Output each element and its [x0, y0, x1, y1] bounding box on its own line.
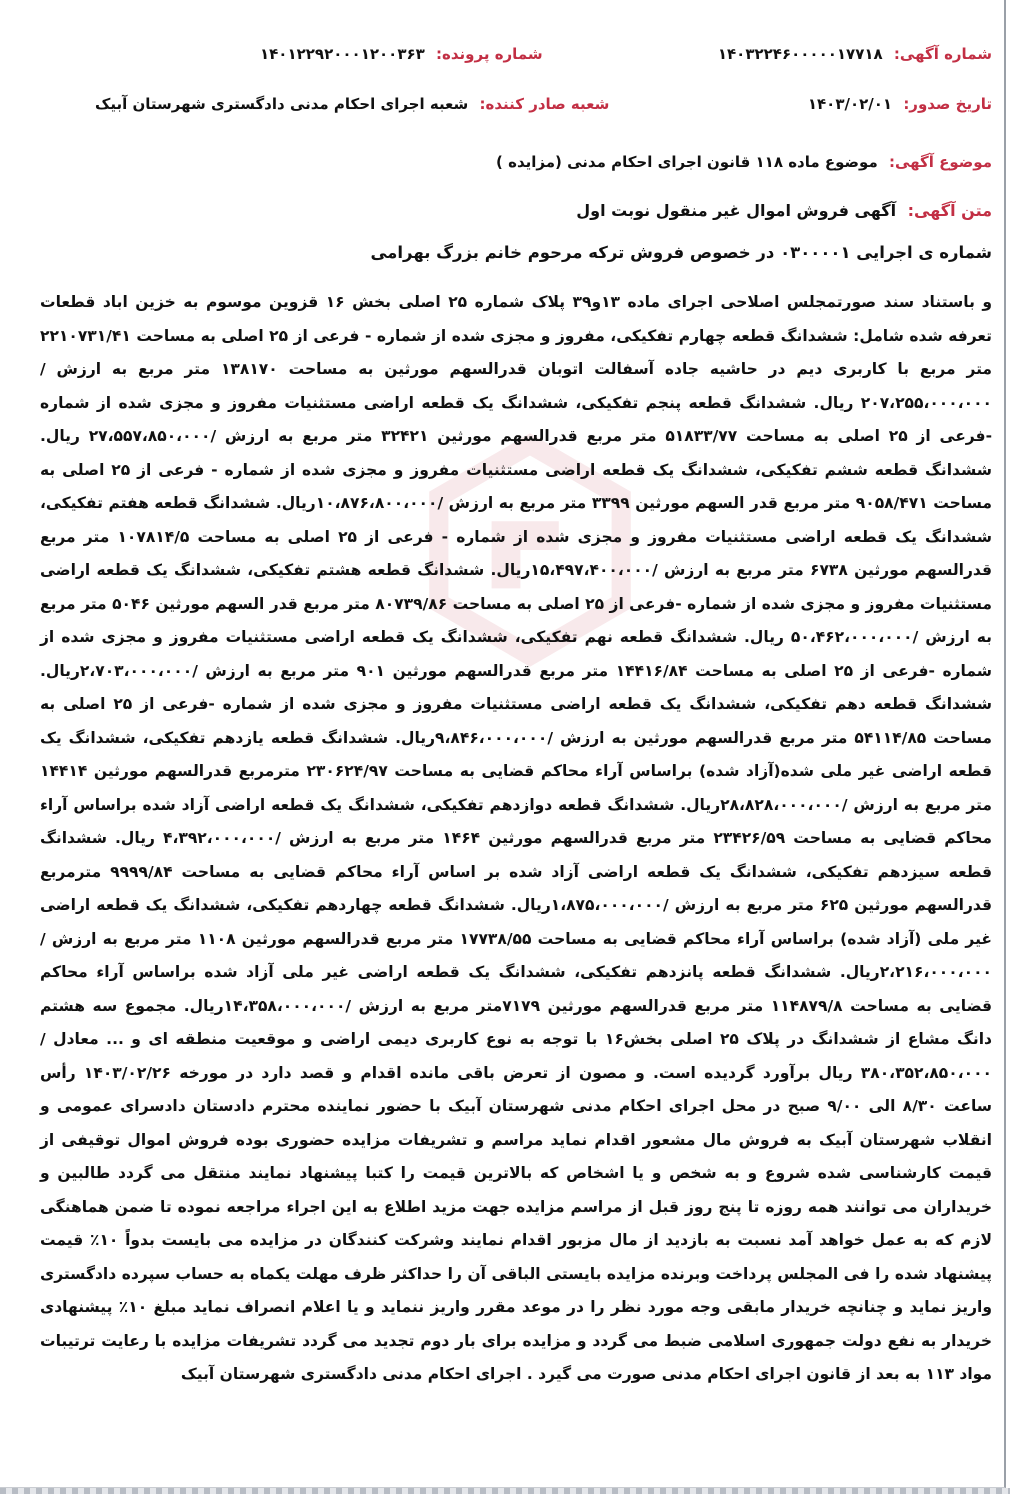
case-number-row: [260, 44, 543, 64]
ad-number-row: [718, 44, 992, 64]
issuing-branch-label: شعبه صادر کننده:: [479, 95, 610, 113]
issue-date-value: ۱۴۰۳/۰۲/۰۱: [807, 95, 893, 113]
ad-text-row: [576, 201, 992, 221]
subject-row: [496, 152, 992, 172]
bottom-border: [0, 1488, 1010, 1494]
notice-body: و باستناد سند صورتمجلس اصلاحی اجرای ماده ۱۳و۳۹ پلاک شماره ۲۵ اصلی بخش ۱۶ قزوین موسوم به خزین اباد قطعات تعرفه شده شامل: ششدانگ قطعه چهارم تفکیکی، مفروز و مجزی شده از شماره - فرعی از ۲۵ اصلی به مساحت ۲۲۱۰۷۳۱/۴۱ متر مربع با کاربری دیم در حاشیه جاده آسفالت اتوبان قدرالسهم مورثین به مساحت ۱۳۸۱۷۰ متر مربع به ارزش /۲۰۷،۲۵۵،۰۰۰،۰۰۰ ریال. ششدانگ قطعه پنجم تفکیکی، ششدانگ یک قطعه اراضی مستثنیات مفروز و مجزی شده از شماره -فرعی از ۲۵ اصلی به مساحت ۵۱۸۳۳/۷۷ متر مربع قدرالسهم مورثین ۳۲۴۲۱ متر مربع به ارزش /۲۷،۵۵۷،۸۵۰،۰۰۰ ریال. ششدانگ قطعه ششم تفکیکی، ششدانگ یک قطعه اراضی مستثنیات مفروز و مجزی شده از شماره - فرعی از ۲۵ اصلی به مساحت ۹۰۵۸/۴۷۱ متر مربع قدر السهم مورثین ۳۳۹۹ متر مربع به ارزش /۱۰،۸۷۶،۸۰۰،۰۰۰ریال. ششدانگ قطعه هفتم تفکیکی، ششدانگ یک قطعه اراضی مستثنیات مفروز و مجزی شده از شماره - فرعی از ۲۵ اصلی به مساحت ۱۰۷۸۱۴/۵ متر مربع قدرالسهم مورثین ۶۷۳۸ متر مربع به ارزش /۱۵،۴۹۷،۴۰۰،۰۰۰ریال. ششدانگ قطعه هشتم تفکیکی، ششدانگ یک قطعه اراضی مستثنیات مفروز و مجزی شده از شماره -فرعی از ۲۵ اصلی به مساحت ۸۰۷۳۹/۸۶ متر مربع قدر السهم مورثین ۵۰۴۶ متر مربع به ارزش /۵۰،۴۶۲،۰۰۰،۰۰۰ ریال. ششدانگ قطعه نهم تفکیکی، ششدانگ یک قطعه اراضی مستثنیات مفروز و مجزی شده از شماره -فرعی از ۲۵ اصلی به مساحت ۱۴۴۱۶/۸۴ متر مربع قدرالسهم مورثین ۹۰۱ متر مربع به ارزش /۲،۷۰۳،۰۰۰،۰۰۰ریال. ششدانگ قطعه دهم تفکیکی، ششدانگ یک قطعه اراضی مستثنیات مفروز و مجزی شده از شماره -فرعی از ۲۵ اصلی به مساحت ۵۴۱۱۴/۸۵ متر مربع قدرالسهم مورثین به ارزش /۹،۸۴۶،۰۰۰،۰۰۰ریال. ششدانگ قطعه یازدهم تفکیکی، ششدانگ یک قطعه اراضی غیر ملی شده(آزاد شده) براساس آراء محاکم قضایی به مساحت ۲۳۰۶۲۴/۹۷ مترمربع قدرالسهم مورثین ۱۴۴۱۴ متر مربع به ارزش /۲۸،۸۲۸،۰۰۰،۰۰۰ریال. ششدانگ قطعه دوازدهم تفکیکی، ششدانگ یک قطعه اراضی آزاد شده براساس آراء محاکم قضایی به مساحت ۲۳۴۲۶/۵۹ متر مربع قدرالسهم مورثین ۱۴۶۴ متر مربع به ارزش /۴،۳۹۲،۰۰۰،۰۰۰ ریال. ششدانگ قطعه سیزدهم تفکیکی، ششدانگ یک قطعه اراضی آزاد شده بر اساس آراء محاکم قضایی به مساحت ۹۹۹۹/۸۴ مترمربع قدرالسهم مورثین ۶۲۵ متر مربع به ارزش /۱،۸۷۵،۰۰۰،۰۰۰ریال. ششدانگ قطعه چهاردهم تفکیکی، ششدانگ یک قطعه اراضی غیر ملی (آزاد شده) براساس آراء محاکم قضایی به مساحت ۱۷۷۳۸/۵۵ متر مربع قدرالسهم مورثین ۱۱۰۸ متر مربع به ارزش /۲،۲۱۶،۰۰۰،۰۰۰ریال. ششدانگ قطعه پانزدهم تفکیکی، ششدانگ یک قطعه اراضی غیر ملی آزاد شده براساس آراء محاکم قضایی به مساحت ۱۱۴۸۷۹/۸ متر مربع قدرالسهم مورثین ۷۱۷۹متر مربع به ارزش /۱۴،۳۵۸،۰۰۰،۰۰۰ریال. مجموع سه هشتم دانگ مشاع از ششدانگ در پلاک ۲۵ اصلی بخش۱۶ با توجه به نوع کاربری دیمی اراضی و موقعیت منطقه ای و ... معادل /۳۸۰،۳۵۲،۸۵۰،۰۰۰ ریال برآورد گردیده است. و مصون از تعرض باقی مانده اقدام و قصد دارد در مورخه ۱۴۰۳/۰۲/۲۶ رأس ساعت ۸/۳۰ الی ۹/۰۰ صبح در محل اجرای احکام مدنی شهرستان آبیک با حضور نماینده محترم دادستان دادسرای عمومی و انقلاب شهرستان آبیک به فروش مال مشعور اقدام نماید مراسم و تشریفات مزایده حضوری بوده فروش اموال توقیفی از قیمت کارشناسی شده شروع و به شخص و یا اشخاص که بالاترین قیمت را کتبا پیشنهاد نمایند منتقل می گردد طالبین و خریداران می توانند همه روزه تا پنج روز قبل از مراسم مزایده جهت مزید اطلاع به این اجراء مراجعه نموده تا ضمن هماهنگی لازم که به عمل خواهد آمد نسبت به بازدید از مال مزبور اقدام نمایند وشرکت کنندگان در مزایده می بایست بدواً ۱۰٪ قیمت پیشنهاد شده را فی المجلس پرداخت وبرنده مزایده بایستی الباقی آن را حداکثر ظرف مهلت یکماه به حساب سپرده دادگستری واریز نماید و چنانچه خریدار مابقی وجه مورد نظر را در موعد مقرر واریز ننماید و یا اعلام انصراف نماید مبلغ ۱۰٪ پیشنهادی خریدار به نفع دولت جمهوری اسلامی ضبط می گردد و مزایده برای بار دوم تجدید می گردد تشریفات مزایده با رعایت ترتیبات مواد ۱۱۳ به بعد از قانون اجرای احکام مدنی صورت می گیرد . اجرای احکام مدنی دادگستری شهرستان آبیک: [40, 293, 993, 1383]
case-number-label: شماره پرونده:: [436, 45, 543, 63]
issuing-branch-value: شعبه اجرای احکام مدنی دادگستری شهرستان آبیک: [95, 95, 469, 113]
notice-title: شماره ی اجرایی ۰۳۰۰۰۰۱ در خصوص فروش ترکه مرحوم خانم بزرگ بهرامی: [370, 243, 992, 262]
issue-date-label: تاریخ صدور:: [903, 95, 992, 113]
issue-date-row: [808, 94, 992, 114]
ad-text-label: متن آگهی:: [907, 201, 992, 220]
subject-value: موضوع ماده ۱۱۸ قانون اجرای احکام مدنی (مزایده ): [496, 153, 878, 171]
issuing-branch-row: [95, 94, 609, 114]
ad-number-value: ۱۴۰۳۲۲۴۶۰۰۰۰۰۱۷۷۱۸: [717, 45, 883, 63]
case-number-value: ۱۴۰۱۲۲۹۲۰۰۰۱۲۰۰۳۶۳: [260, 45, 425, 63]
subject-label: موضوع آگهی:: [888, 153, 992, 171]
ad-text-value: آگهی فروش اموال غیر منقول نوبت اول: [576, 201, 897, 220]
ad-number-label: شماره آگهی:: [893, 45, 992, 63]
